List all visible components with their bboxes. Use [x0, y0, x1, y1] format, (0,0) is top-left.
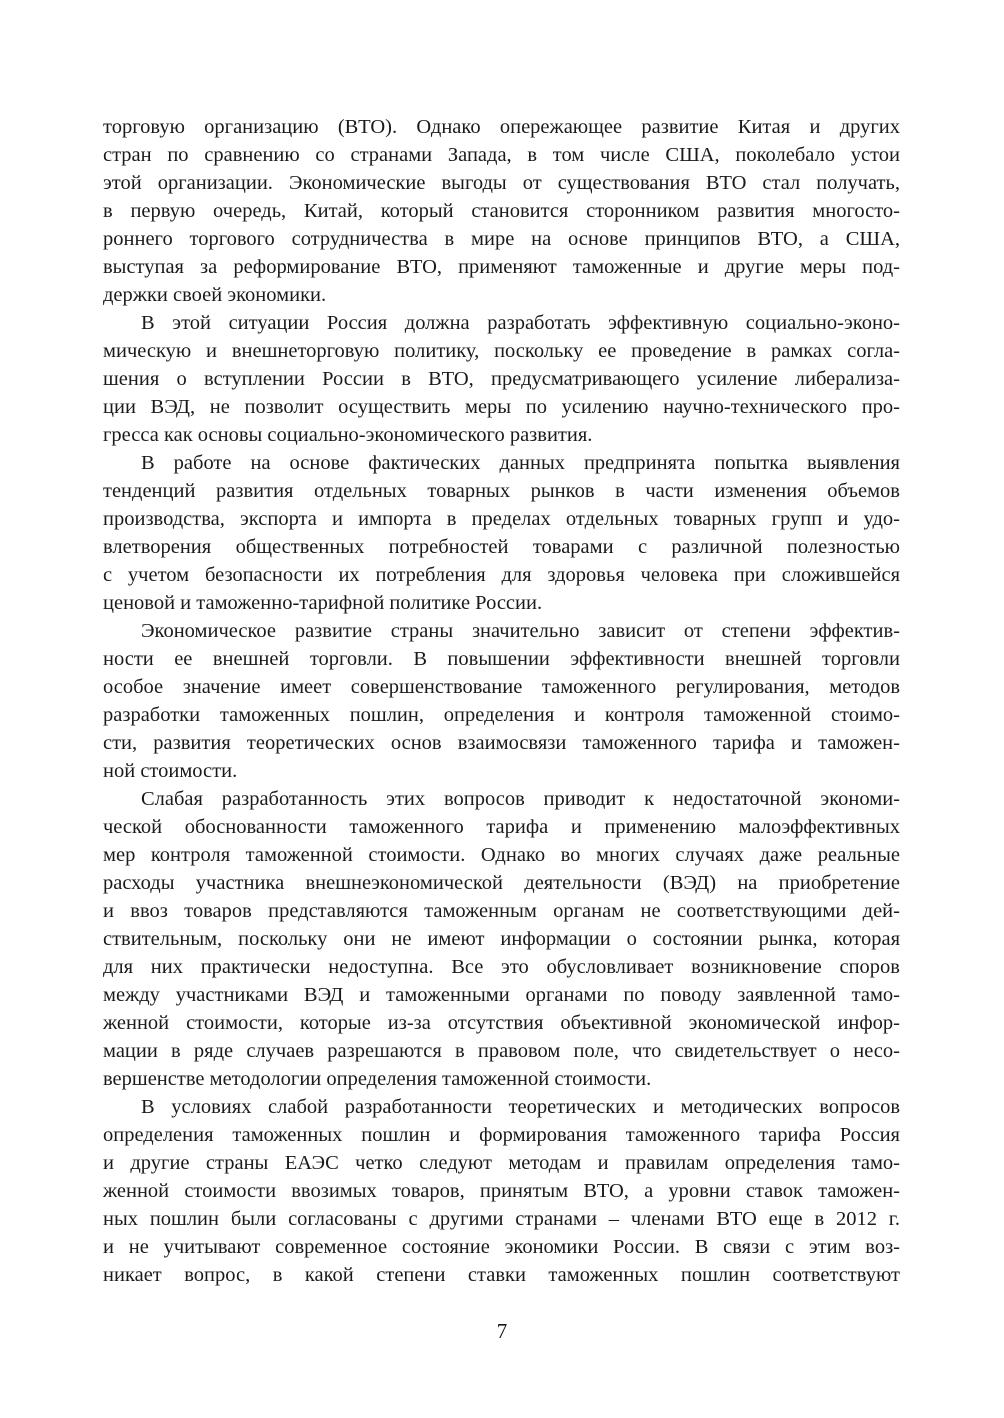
- text-line: разработки таможенных пошлин, определения и контроля таможенной стоимо-: [103, 704, 900, 726]
- paragraph: [103, 449, 900, 617]
- text-line: держки своей экономики.: [103, 284, 327, 306]
- paragraph: [103, 785, 900, 1093]
- text-line: ных пошлин были согласованы с другими странами – членами ВТО еще в 2012 г.: [103, 1208, 900, 1230]
- text-line: особое значение имеет совершенствование таможенного регулирования, методов: [103, 676, 900, 698]
- page-number: 7: [496, 1319, 508, 1343]
- text-line: ствительным, поскольку они не имеют информации о состоянии рынка, которая: [103, 928, 900, 950]
- text-line: мации в ряде случаев разрешаются в правовом поле, что свидетельствует о несо-: [103, 1040, 900, 1062]
- text-line: с учетом безопасности их потребления для здоровья человека при сложившейся: [103, 564, 900, 586]
- text-line: В этой ситуации Россия должна разработать эффективную социально-эконо-: [141, 312, 900, 334]
- text-line: В работе на основе фактических данных предпринята попытка выявления: [141, 452, 900, 474]
- text-line: между участниками ВЭД и таможенными органами по поводу заявленной тамо-: [103, 984, 900, 1006]
- text-line: этой организации. Экономические выгоды от существования ВТО стал получать,: [103, 172, 900, 194]
- text-line: вершенстве методологии определения таможенной стоимости.: [103, 1068, 652, 1090]
- text-line: производства, экспорта и импорта в пределах отдельных товарных групп и удо-: [103, 508, 900, 530]
- text-line: В условиях слабой разработанности теоретических и методических вопросов: [141, 1096, 900, 1118]
- paragraph: [103, 113, 900, 309]
- paragraph: [103, 617, 900, 785]
- page-body: [103, 113, 900, 1289]
- text-line: ной стоимости.: [103, 760, 238, 782]
- paragraph: [103, 1093, 900, 1289]
- text-line: расходы участника внешнеэкономической деятельности (ВЭД) на приобретение: [103, 872, 900, 894]
- text-line: женной стоимости ввозимых товаров, принятым ВТО, а уровни ставок таможен-: [103, 1180, 900, 1202]
- text-line: выступая за реформирование ВТО, применяют таможенные и другие меры под-: [103, 256, 900, 278]
- text-line: торговую организацию (ВТО). Однако опережающее развитие Китая и других: [103, 116, 900, 138]
- text-line: ческой обоснованности таможенного тарифа и применению малоэффективных: [103, 816, 900, 838]
- text-line: мер контроля таможенной стоимости. Однако во многих случаях даже реальные: [103, 844, 900, 866]
- text-line: ции ВЭД, не позволит осуществить меры по усилению научно-технического про-: [103, 396, 900, 418]
- text-line: гресса как основы социально-экономического развития.: [103, 424, 593, 446]
- text-line: роннего торгового сотрудничества в мире на основе принципов ВТО, а США,: [103, 228, 900, 250]
- text-line: тенденций развития отдельных товарных рынков в части изменения объемов: [103, 480, 900, 502]
- text-line: определения таможенных пошлин и формирования таможенного тарифа Россия: [103, 1124, 900, 1146]
- text-line: стран по сравнению со странами Запада, в том числе США, поколебало устои: [103, 144, 900, 166]
- text-line: для них практически недоступна. Все это обусловливает возникновение споров: [103, 956, 900, 978]
- paragraph: [103, 309, 900, 449]
- text-line: женной стоимости, которые из-за отсутствия объективной экономической инфор-: [103, 1012, 900, 1034]
- text-line: ности ее внешней торговли. В повышении эффективности внешней торговли: [103, 648, 900, 670]
- text-line: влетворения общественных потребностей товарами с различной полезностью: [103, 536, 900, 558]
- text-line: Экономическое развитие страны значительно зависит от степени эффектив-: [141, 620, 900, 642]
- text-line: Слабая разработанность этих вопросов приводит к недостаточной экономи-: [141, 788, 900, 810]
- text-line: сти, развития теоретических основ взаимосвязи таможенного тарифа и таможен-: [103, 732, 900, 754]
- text-line: никает вопрос, в какой степени ставки таможенных пошлин соответствуют: [103, 1264, 900, 1286]
- text-line: шения о вступлении России в ВТО, предусматривающего усиление либерализа-: [103, 368, 900, 390]
- text-line: мическую и внешнеторговую политику, поскольку ее проведение в рамках согла-: [103, 340, 900, 362]
- text-line: в первую очередь, Китай, который становится сторонником развития многосто-: [103, 200, 900, 222]
- text-line: и не учитывают современное состояние экономики России. В связи с этим воз-: [103, 1236, 900, 1258]
- text-line: и другие страны ЕАЭС четко следуют методам и правилам определения тамо-: [103, 1152, 900, 1174]
- text-line: ценовой и таможенно-тарифной политике России.: [103, 592, 543, 614]
- text-line: и ввоз товаров представляются таможенным органам не соответствующими дей-: [103, 900, 900, 922]
